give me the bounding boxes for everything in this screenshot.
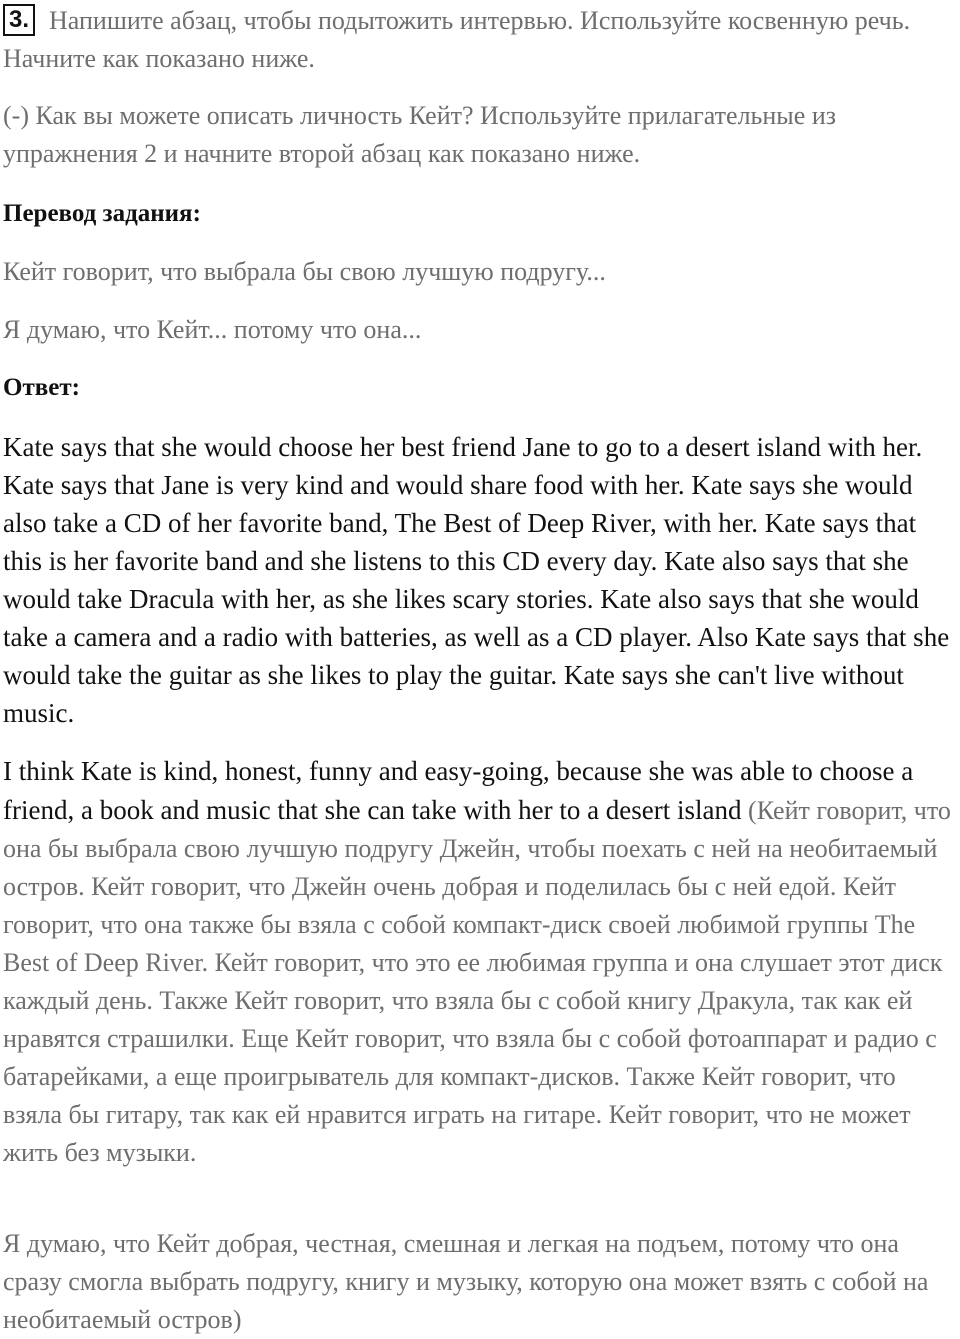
answer-paragraph3: Я думаю, что Кейт добрая, честная, смешная и легкая на подъем, потому что она сразу смогла выбрать подругу, книгу и музыку, которую она может взять с собой на необитаемый остров): [3, 1229, 929, 1334]
answer-paragraph2-english: I think Kate is kind, honest, funny and easy-going, because she was able to choose a friend, a book and music that she can take with her to a desert island: [3, 756, 914, 825]
answer-paragraph1: Kate says that she would choose her best friend Jane to go to a desert island with her. Kate says that Jane is very kind and would share food with her. Kate says she would also take a CD of her favorite band, The Best of Deep River, with her. Kate says that this is her favorite band and she listens to this CD every day. Kate also says that she would take Dracula with her, as she likes scary stories. Kate also says that she would take a camera and a radio with batteries, as well as a CD player. Also Kate says that she would take the guitar as she likes to play the guitar. Kate says she can't live without music.: [3, 432, 950, 728]
translation-line2: Я думаю, что Кейт... потому что она...: [3, 315, 422, 344]
task-sub-instruction-block: [3, 97, 958, 173]
task-instruction-block: [3, 2, 958, 78]
answer-paragraph2: [3, 752, 958, 1172]
answer-heading-block: [3, 369, 958, 407]
answer-paragraph2-block: [3, 752, 958, 1172]
translation-line2-block: [3, 311, 958, 349]
translation-line1-block: [3, 253, 958, 291]
answer-paragraph2-russian: (Кейт говорит, что она бы выбрала свою лучшую подругу Джейн, чтобы поехать с ней на необитаемый остров. Кейт говорит, что Джейн очень добрая и поделилась бы с ней едой. Кейт говорит, что она также бы взяла с собой компакт-диск своей любимой группы The Best of Deep River. Кейт говорит, что это ее любимая группа и она слушает этот диск каждый день. Также Кейт говорит, что взяла бы с собой книгу Дракула, так как ей нравятся страшилки. Еще Кейт говорит, что взяла бы с собой фотоаппарат и радио с батарейками, а еще проигрыватель для компакт-дисков. Также Кейт говорит, что взяла бы гитару, так как ей нравится играть на гитаре. Кейт говорит, что не может жить без музыки.: [3, 796, 951, 1167]
task-number-badge: 3.: [3, 4, 35, 36]
translation-heading: Перевод задания:: [3, 200, 201, 227]
answer-heading: Ответ:: [3, 374, 80, 401]
answer-paragraph3-block: [3, 1225, 958, 1339]
task-instruction-text: Напишите абзац, чтобы подытожить интервью. Используйте косвенную речь. Начните как показано ниже.: [3, 6, 911, 73]
answer-paragraph1-block: [3, 428, 958, 732]
task-instruction: [3, 2, 958, 78]
translation-heading-block: [3, 195, 958, 233]
translation-line1: Кейт говорит, что выбрала бы свою лучшую подругу...: [3, 257, 606, 286]
task-sub-instruction: (-) Как вы можете описать личность Кейт? Используйте прилагательные из упражнения 2 и начните второй абзац как показано ниже.: [3, 101, 837, 168]
